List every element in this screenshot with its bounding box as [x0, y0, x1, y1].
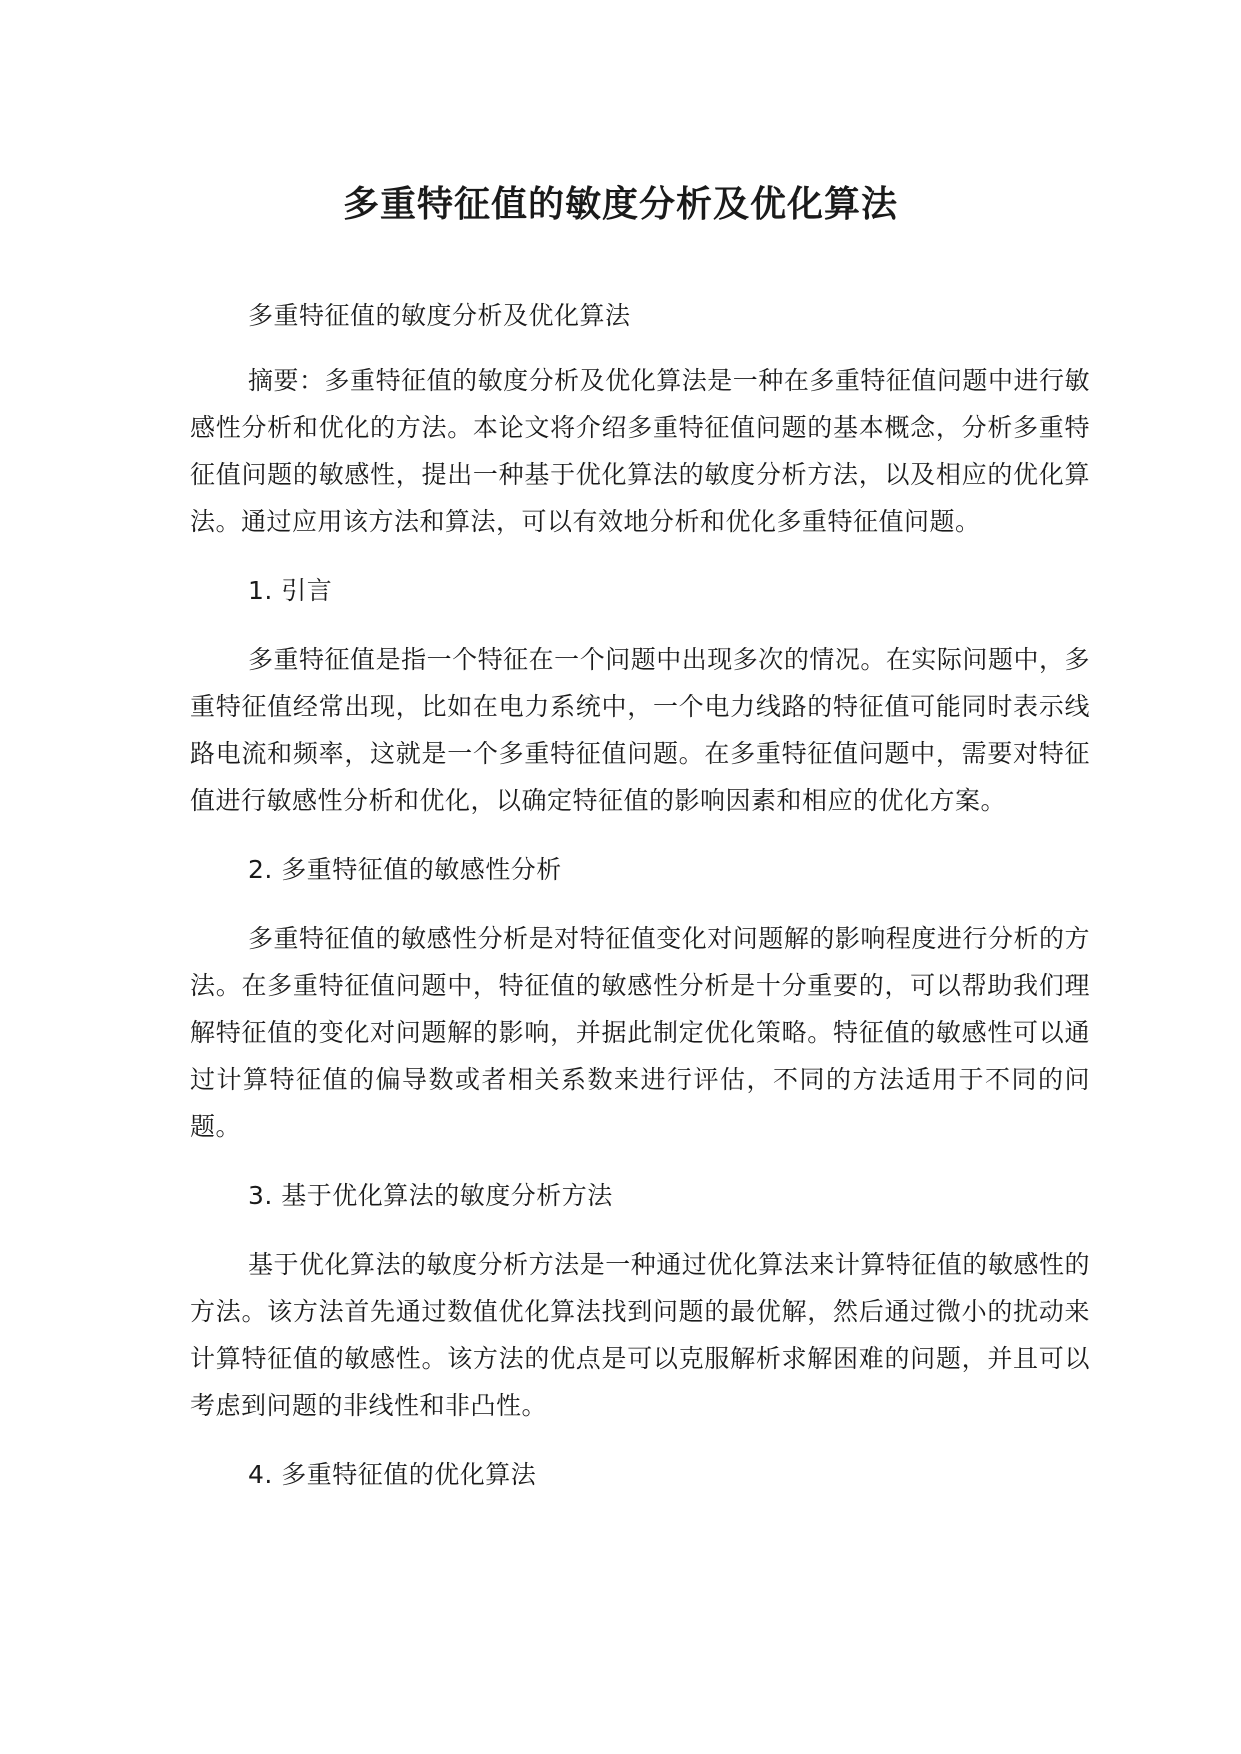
- section-heading-2: 2. 多重特征值的敏感性分析: [248, 855, 562, 884]
- section-heading-1: 1. 引言: [248, 576, 333, 605]
- section-heading-3: 3. 基于优化算法的敏度分析方法: [248, 1181, 613, 1210]
- abstract-paragraph: 摘要：多重特征值的敏度分析及优化算法是一种在多重特征值问题中进行敏感性分析和优化的方法。本论文将介绍多重特征值问题的基本概念，分析多重特征值问题的敏感性，提出一种基于优化算法的敏度分析方法，以及相应的优化算法。通过应用该方法和算法，可以有效地分析和优化多重特征值问题。: [190, 366, 1090, 536]
- section-text-3: 基于优化算法的敏度分析方法是一种通过优化算法来计算特征值的敏感性的方法。该方法首先通过数值优化算法找到问题的最优解，然后通过微小的扰动来计算特征值的敏感性。该方法的优点是可以克服解析求解困难的问题，并且可以考虑到问题的非线性和非凸性。: [190, 1250, 1090, 1420]
- section-text-2: 多重特征值的敏感性分析是对特征值变化对问题解的影响程度进行分析的方法。在多重特征值问题中，特征值的敏感性分析是十分重要的，可以帮助我们理解特征值的变化对问题解的影响，并据此制定优化策略。特征值的敏感性可以通过计算特征值的偏导数或者相关系数来进行评估，不同的方法适用于不同的问题。: [190, 924, 1090, 1141]
- section-heading-4: 4. 多重特征值的优化算法: [248, 1460, 537, 1489]
- document-subtitle: 多重特征值的敏度分析及优化算法: [248, 301, 631, 330]
- section-text-1: 多重特征值是指一个特征在一个问题中出现多次的情况。在实际问题中，多重特征值经常出现，比如在电力系统中，一个电力线路的特征值可能同时表示线路电流和频率，这就是一个多重特征值问题。在多重特征值问题中，需要对特征值进行敏感性分析和优化，以确定特征值的影响因素和相应的优化方案。: [190, 645, 1090, 815]
- document-body: [190, 292, 1090, 1520]
- document-title: 多重特征值的敏度分析及优化算法: [342, 184, 898, 225]
